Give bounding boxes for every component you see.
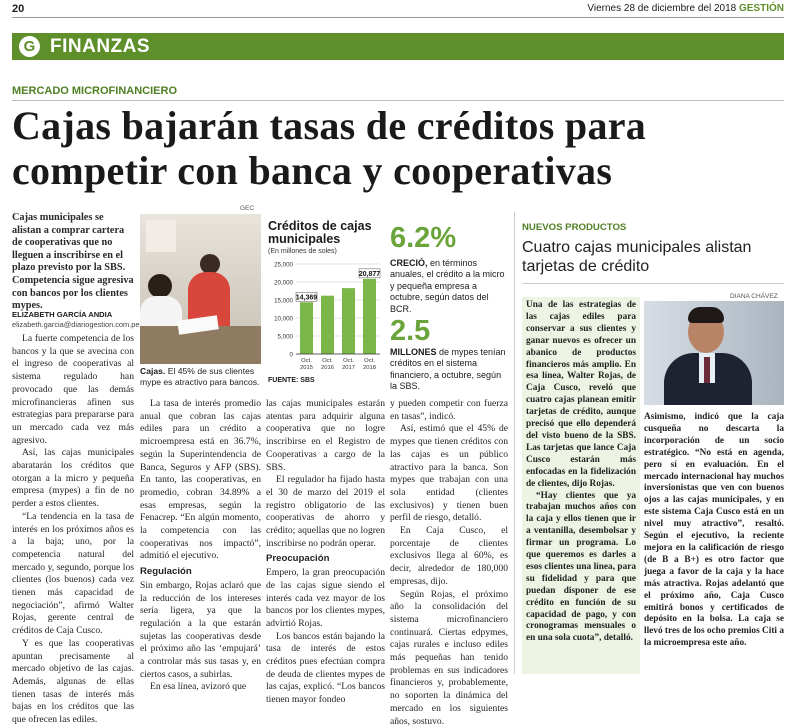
photo-caption-text: El 45% de sus clientes mype es atractivo para bancos. bbox=[140, 366, 260, 387]
stat-2-lead: MILLONES bbox=[390, 347, 437, 357]
header-rule bbox=[12, 17, 784, 18]
section-bar bbox=[12, 33, 784, 60]
paragraph: “Hay clientes que ya trabajan muchos años con la caja y ellos tienen que ir a ventanilla, desembolsar y firmar un programa. Lo que queremos es darles a esos clientes una línea, para su fidelidad y para que puedan disponer de ese crédito en función de su capacidad de pago, y con cronogramas mensuales o en una sola cuota”, detalló. bbox=[526, 490, 636, 644]
photo-person-back bbox=[200, 254, 220, 274]
x-tick-label: Oct. bbox=[343, 358, 354, 364]
sidebar-headline: Cuatro cajas municipales alistan tarjetas de crédito bbox=[522, 239, 752, 275]
paragraph: Asimismo, indicó que la caja cusqueña no descarta la incorporación de un socio estratégico. “No está en agenda, pero sí en evaluación. En el mercado internacional hay muchos inversionistas que ven con buenos ojos a las cajas municipales, y en este sistema Caja Cusco está en un nivel muy atractivo”, resaltó. Según el ejecutivo, la reciente mejora en la calificación de riesgo (de B a B+) es otro factor que juega a favor de la caja y la hace más atractiva. Rojas adelantó que el próximo año, Caja Cusco emitirá bonos y certificados de depósito en la bolsa. La caja se llevó tres de los ocho premios Citi a la microempresa este año. bbox=[644, 412, 784, 649]
body-column-4 bbox=[390, 398, 508, 727]
sidebar-kicker: NUEVOS PRODUCTOS bbox=[522, 222, 627, 233]
subhead-preocupacion: Preocupación bbox=[266, 553, 330, 565]
sidebar-text-a bbox=[526, 300, 636, 672]
paragraph: Sin embargo, Rojas aclaró que la reducción de los intereses sería ligera, ya que la regulación a la que estarán sujetas las cooperativas desde el próximo año las ‘empujará’ a controlar más sus tasas y, en ciertos casos, a subirlas. bbox=[140, 579, 261, 680]
stat-1-text bbox=[390, 258, 508, 315]
paragraph: Según Rojas, el próximo año la consolidación del sistema microfinanciero continuará. Ciertas edpymes, cajas rurales e incluso ediles más pequeñas han tenido problemas en sus indicadores financieros y, probablemente, no soporten la dinámica del mercado en los siguientes años, sostuvo. bbox=[390, 588, 508, 727]
bar bbox=[321, 296, 334, 354]
y-tick-label: 20,000 bbox=[274, 279, 293, 287]
x-tick-label: Oct. bbox=[301, 358, 312, 364]
paragraph: Empero, la gran preocupación de las cajas sigue siendo el interés cada vez mayor de los bancos por los clientes mypes, advirtió Rojas. bbox=[266, 567, 385, 629]
stat-1-value: 6.2% bbox=[390, 222, 457, 254]
paragraph: En Caja Cusco, el porcentaje de clientes exclusivos llega al 60%, es decir, alrededor de 180,000 empresas, dijo. bbox=[390, 525, 508, 587]
y-tick-label: 25,000 bbox=[274, 261, 293, 269]
y-tick-label: 15,000 bbox=[274, 297, 293, 305]
data-label: 14,369 bbox=[295, 294, 318, 302]
paragraph: Los bancos están bajando la tasa de interés de estos créditos pues efectúan compra de deuda de clientes mypes de las cajas, explicó. “Los bancos tienen mayor fondeo bbox=[266, 630, 385, 706]
x-tick-label: Oct. bbox=[364, 358, 375, 364]
sidebar-portrait bbox=[644, 301, 784, 405]
paragraph: Una de las estrategias de las cajas ediles para conservar a sus clientes y ganar nuevos es ofrecer un abanico de productos financieros más amplio. En esa línea, Walter Rojas, de Caja Cusco, reveló que cuatro cajas planean emitir tarjetas de crédito, aunque precisó que ello dependerá del visto bueno de la SBS. Las tarjetas que lance Caja Cusco estarán más enfocadas en la fidelización de clientes, dijo Rojas. bbox=[526, 300, 636, 489]
headline-line-1: Cajas bajarán tasas de créditos para bbox=[12, 103, 647, 148]
body-column-1 bbox=[12, 333, 134, 726]
paragraph: Así, las cajas municipales abaratarán los créditos que otorgan a la micro y pequeña empresa (mypes) a fin de no perder a estos clientes. bbox=[12, 447, 134, 510]
paragraph: las cajas municipales estarán atentas para adquirir alguna cooperativa que no logre inscribirse en el Registro de Cooperativas a cargo de la SBS. bbox=[266, 398, 385, 473]
subhead-regulacion: Regulación bbox=[140, 566, 192, 578]
article-photo bbox=[140, 214, 261, 364]
stat-2-text bbox=[390, 347, 508, 393]
page-number: 20 bbox=[12, 3, 25, 15]
sidebar-divider bbox=[514, 212, 515, 674]
headline-line-2: competir con banca y cooperativas bbox=[12, 148, 613, 193]
data-label: 20,877 bbox=[358, 270, 381, 278]
photo-caption-lead: Cajas. bbox=[140, 366, 166, 376]
portrait-hair bbox=[688, 307, 724, 323]
chart-title: Créditos de cajas municipales bbox=[268, 219, 372, 246]
x-tick-label: 2015 bbox=[300, 365, 313, 371]
stat-2-value: 2.5 bbox=[390, 315, 431, 347]
x-tick-label: 2018 bbox=[363, 365, 376, 371]
paragraph: La fuerte competencia de los bancos y la que se avecina con el ingreso de cooperativas al sistema regulado han provocado que las demás microfinancieras afinen sus estrategias para prepararse para un mercado cada vez más agresivo. bbox=[12, 333, 134, 446]
section-title: FINANZAS bbox=[50, 36, 151, 57]
bar bbox=[363, 279, 376, 354]
photo-credit: GEC bbox=[240, 205, 255, 212]
page-date: Viernes 28 de diciembre del 2018 bbox=[587, 3, 737, 14]
y-tick-label: 5,000 bbox=[277, 333, 293, 341]
paragraph: La tasa de interés promedio anual que cobran las cajas ediles para un crédito a microempresa está en 36.7%, según la Superintendencia de Banca, Seguros y AFP (SBS). En tanto, las cooperativas, en promedio, cobran 34.89% a esas empresas, según la Fenacrep. “En algún momento, la competencia con las cooperativas nos impactó”, admitió el ejecutivo. bbox=[140, 398, 261, 562]
photo-person-front bbox=[148, 274, 172, 298]
sidebar-rule bbox=[522, 283, 784, 284]
bar bbox=[300, 302, 313, 354]
author-email: elizabeth.garcia@diariogestion.com.pe bbox=[12, 320, 140, 329]
kicker-rule bbox=[12, 100, 784, 101]
paragraph: Y es que las cooperativas apuntan precisamente al mercado objetivo de las cajas. Además, algunas de ellas tienen tasas de interés más bajas en los créditos que las que ofrecen las ediles. bbox=[12, 637, 134, 726]
stat-1-body: en términos anuales, el crédito a la micro y pequeña empresa a octubre, según datos del BCR. bbox=[390, 258, 505, 314]
photo-caption bbox=[140, 366, 261, 388]
brand-name: GESTIÓN bbox=[738, 3, 784, 14]
author-name: ELIZABETH GARCÍA ANDIA bbox=[12, 310, 113, 319]
sidebar-photo-credit: DIANA CHÁVEZ bbox=[730, 293, 778, 300]
body-column-3 bbox=[266, 398, 385, 706]
paragraph: y pueden competir con fuerza en tasas”, indicó. bbox=[390, 398, 508, 422]
paragraph: “La tendencia en la tasa de interés en los próximos años es a la baja; uno, por la competencia natural del mercado y, segundo, porque los clientes (los buenos) cada vez tienen más capacidad de negociación”, afirmó Walter Rojas, gerente central de créditos de Caja Cusco. bbox=[12, 510, 134, 637]
article-lead: Cajas municipales se alistan a comprar cartera de cooperativas que no lleguen a inscribirse en el plazo previsto por la SBS. Competencia sigue agresiva con bancos por los clientes mypes. bbox=[12, 212, 134, 312]
sidebar-text-b bbox=[644, 412, 784, 674]
body-column-2 bbox=[140, 398, 261, 693]
article-kicker: MERCADO MICROFINANCIERO bbox=[12, 85, 177, 97]
page-date-line bbox=[587, 3, 784, 14]
stat-2-body: de mypes tenían créditos en el sistema financiero, a octubre, según la SBS. bbox=[390, 347, 506, 392]
chart-source: FUENTE: SBS bbox=[268, 377, 315, 384]
credit-bar-chart bbox=[266, 258, 384, 376]
photo-wall-sign bbox=[146, 220, 176, 252]
y-tick-label: 0 bbox=[289, 351, 293, 359]
y-tick-label: 10,000 bbox=[274, 315, 293, 323]
paragraph: Así, estimó que el 45% de mypes que tienen créditos con las cajas es un público atractivo para la banca. Son mypes que trabajan con una sola entidad (clientes exclusivos) y tienen buen perfil de riesgo, detalló. bbox=[390, 423, 508, 524]
stat-1-lead: CRECIÓ, bbox=[390, 258, 428, 268]
paragraph: El regulador ha fijado hasta el 30 de marzo del 2019 el registro obligatorio de las cooperativas de ahorro y crédito; aquellas que no logren inscribirse no podrán operar. bbox=[266, 474, 385, 549]
paragraph: En esa línea, avizoró que bbox=[150, 681, 247, 693]
x-tick-label: 2016 bbox=[321, 365, 334, 371]
portrait-tie bbox=[704, 357, 710, 383]
x-tick-label: 2017 bbox=[342, 365, 355, 371]
gestion-logo-icon: G bbox=[19, 36, 40, 57]
chart-subtitle: (En millones de soles) bbox=[268, 248, 337, 255]
bar bbox=[342, 288, 355, 354]
x-tick-label: Oct. bbox=[322, 358, 333, 364]
